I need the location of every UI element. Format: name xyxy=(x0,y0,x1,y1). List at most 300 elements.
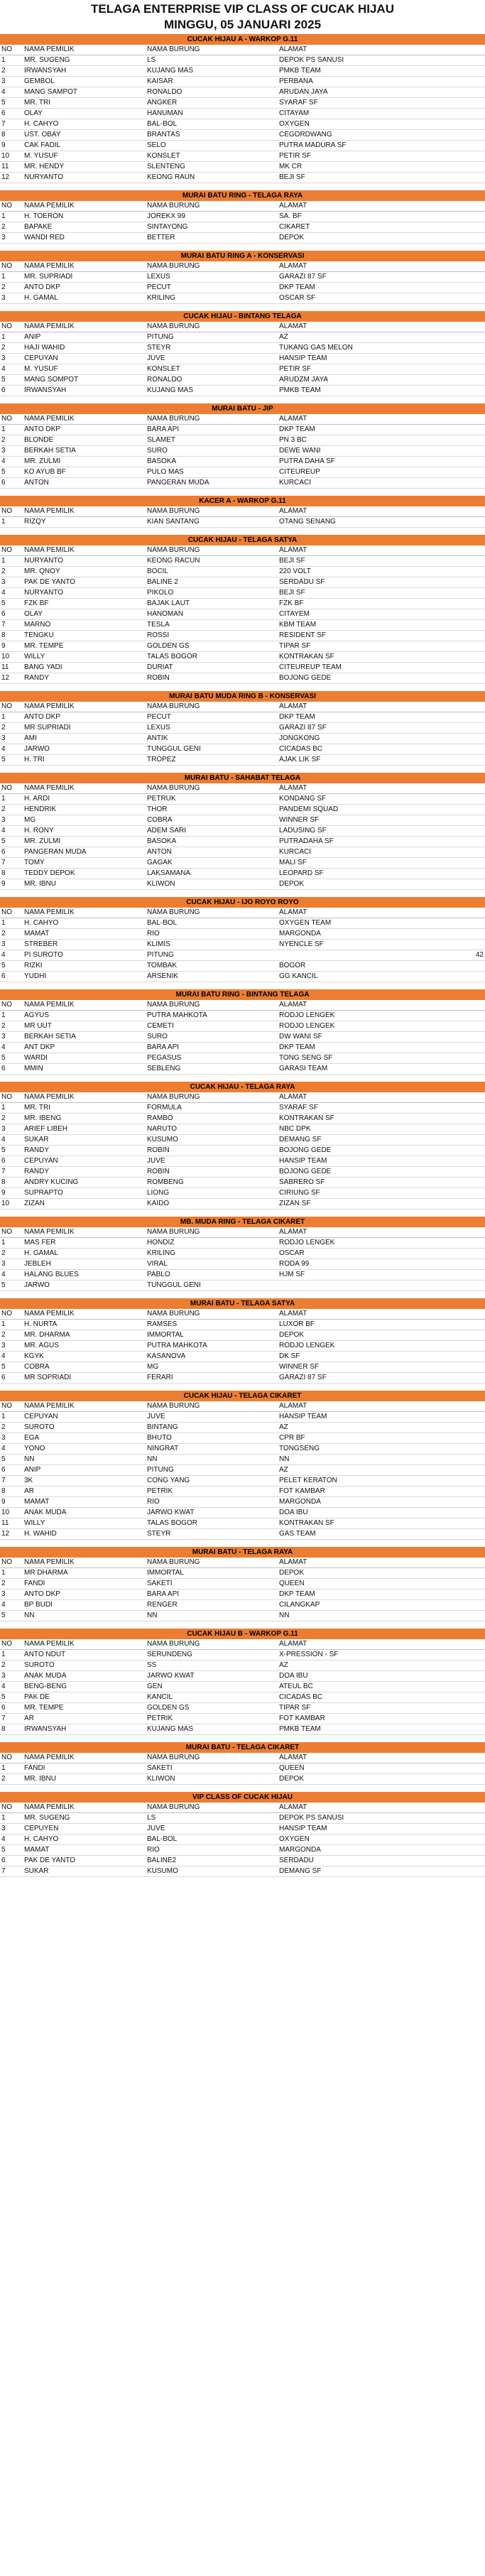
cell-no: 4 xyxy=(0,1043,23,1053)
cell-extra xyxy=(472,1103,485,1114)
cell-burung: ARSENIK xyxy=(146,972,278,982)
cell-extra xyxy=(472,478,485,489)
section xyxy=(0,1217,485,1291)
table-row xyxy=(0,1763,485,1774)
table-row xyxy=(0,1249,485,1259)
section-table xyxy=(0,1803,485,1877)
cell-burung: ADEM SARI xyxy=(146,826,278,837)
cell-no: 10 xyxy=(0,652,23,663)
cell-no: 3 xyxy=(0,1259,23,1270)
section xyxy=(0,1391,485,1540)
header-extra xyxy=(472,1227,485,1238)
header-pemilik: NAMA PEMILIK xyxy=(23,783,146,794)
cell-no: 3 xyxy=(0,354,23,364)
cell-extra xyxy=(472,641,485,652)
section-title: CUCAK HIJAU A - WARKOP G.11 xyxy=(0,34,485,45)
header-pemilik: NAMA PEMILIK xyxy=(23,1803,146,1813)
cell-pemilik: CEPUYAN xyxy=(23,1412,146,1423)
table-row xyxy=(0,1682,485,1692)
cell-alamat: BOJONG GEDE xyxy=(278,1167,472,1178)
cell-alamat: TIPAR SF xyxy=(278,1703,472,1714)
cell-pemilik: M. YUSUF xyxy=(23,151,146,162)
cell-extra xyxy=(472,1866,485,1877)
cell-alamat: BEJI SF xyxy=(278,173,472,183)
cell-pemilik: ANTO DKP xyxy=(23,283,146,293)
cell-pemilik: WARDI xyxy=(23,1053,146,1064)
header-pemilik: NAMA PEMILIK xyxy=(23,908,146,918)
cell-burung: LS xyxy=(146,1813,278,1824)
cell-burung: RONALDO xyxy=(146,375,278,386)
table-row xyxy=(0,1281,485,1291)
cell-no: 7 xyxy=(0,1714,23,1724)
cell-extra xyxy=(472,1487,485,1497)
cell-burung: BARA API xyxy=(146,1043,278,1053)
cell-burung: KASANOVA xyxy=(146,1352,278,1362)
cell-extra xyxy=(472,1845,485,1856)
cell-no: 3 xyxy=(0,293,23,304)
cell-alamat: DEMANG SF xyxy=(278,1866,472,1877)
cell-pemilik: ANTO DKP xyxy=(23,1589,146,1600)
header-burung: NAMA BURUNG xyxy=(146,1639,278,1650)
cell-no: 4 xyxy=(0,588,23,599)
cell-no: 2 xyxy=(0,343,23,354)
cell-burung: KLIWON xyxy=(146,879,278,890)
cell-pemilik: MR. TEMPE xyxy=(23,1703,146,1714)
cell-pemilik: BAPAKE xyxy=(23,222,146,233)
cell-pemilik: MR. TEMPE xyxy=(23,641,146,652)
cell-burung: RAMSES xyxy=(146,1320,278,1330)
cell-no: 6 xyxy=(0,972,23,982)
cell-burung: PETRIK xyxy=(146,1714,278,1724)
cell-alamat: RESIDENT SF xyxy=(278,631,472,641)
section-title: CUCAK HIJAU - IJO ROYO ROYO xyxy=(0,897,485,908)
cell-burung: GOLDEN GS xyxy=(146,641,278,652)
header-burung: NAMA BURUNG xyxy=(146,414,278,425)
table-row xyxy=(0,1238,485,1249)
table-row xyxy=(0,77,485,87)
cell-burung: KUSUMO xyxy=(146,1135,278,1146)
cell-extra xyxy=(472,794,485,805)
header-extra xyxy=(472,261,485,272)
cell-extra xyxy=(472,1703,485,1714)
cell-burung: BALINE 2 xyxy=(146,577,278,588)
cell-extra xyxy=(472,1156,485,1167)
table-header-row xyxy=(0,908,485,918)
cell-alamat: OSCAR SF xyxy=(278,293,472,304)
cell-burung: FORMULA xyxy=(146,1103,278,1114)
header-burung: NAMA BURUNG xyxy=(146,1000,278,1011)
cell-alamat: DEMANG SF xyxy=(278,1135,472,1146)
cell-no: 4 xyxy=(0,826,23,837)
cell-pemilik: HENDRIK xyxy=(23,805,146,815)
cell-extra xyxy=(472,1352,485,1362)
table-row xyxy=(0,1259,485,1270)
header-alamat: ALAMAT xyxy=(278,1639,472,1650)
table-row xyxy=(0,446,485,457)
table-row xyxy=(0,1330,485,1341)
cell-burung: PECUT xyxy=(146,283,278,293)
header-burung: NAMA BURUNG xyxy=(146,1558,278,1568)
cell-alamat: WINNER SF xyxy=(278,1362,472,1373)
cell-burung: PANGERAN MUDA xyxy=(146,478,278,489)
header-pemilik: NAMA PEMILIK xyxy=(23,506,146,517)
cell-extra xyxy=(472,1114,485,1124)
header-pemilik: NAMA PEMILIK xyxy=(23,545,146,556)
cell-pemilik: H. RONY xyxy=(23,826,146,837)
cell-burung: TUNGGUL GENI xyxy=(146,744,278,755)
cell-extra xyxy=(472,1011,485,1021)
table-row xyxy=(0,1714,485,1724)
cell-pemilik: H. GAMAL xyxy=(23,1249,146,1259)
table-row xyxy=(0,1866,485,1877)
cell-burung: LEXUS xyxy=(146,272,278,283)
cell-extra xyxy=(472,1281,485,1291)
cell-pemilik: IRWANSYAH xyxy=(23,66,146,77)
cell-pemilik: H. NURTA xyxy=(23,1320,146,1330)
cell-pemilik: MAMAT xyxy=(23,929,146,940)
cell-alamat: CICADAS BC xyxy=(278,1692,472,1703)
header-no: NO xyxy=(0,45,23,55)
cell-burung: SAKETI xyxy=(146,1579,278,1589)
cell-burung: SURO xyxy=(146,1032,278,1043)
cell-extra xyxy=(472,343,485,354)
cell-burung: TALAS BOGOR xyxy=(146,1518,278,1529)
cell-burung: ROSSI xyxy=(146,631,278,641)
header-alamat: ALAMAT xyxy=(278,414,472,425)
cell-pemilik: TENGKU xyxy=(23,631,146,641)
header-burung: NAMA BURUNG xyxy=(146,1753,278,1763)
cell-pemilik: MR. DHARMA xyxy=(23,1330,146,1341)
header-no: NO xyxy=(0,702,23,712)
cell-alamat: DEPOK xyxy=(278,879,472,890)
cell-alamat: ATEUL BC xyxy=(278,1682,472,1692)
header-burung: NAMA BURUNG xyxy=(146,506,278,517)
cell-burung: LAKSAMANA xyxy=(146,869,278,879)
header-burung: NAMA BURUNG xyxy=(146,908,278,918)
cell-no: 1 xyxy=(0,1011,23,1021)
cell-alamat: CPR BF xyxy=(278,1433,472,1444)
cell-alamat: CILANGKAP xyxy=(278,1600,472,1611)
cell-no: 1 xyxy=(0,1320,23,1330)
cell-no: 6 xyxy=(0,1465,23,1476)
cell-no: 5 xyxy=(0,755,23,766)
cell-alamat: PERBANA xyxy=(278,77,472,87)
table-row xyxy=(0,212,485,222)
cell-alamat: DKP TEAM xyxy=(278,283,472,293)
table-row xyxy=(0,1487,485,1497)
table-row xyxy=(0,1032,485,1043)
cell-alamat: HANSIP TEAM xyxy=(278,1412,472,1423)
cell-no: 2 xyxy=(0,66,23,77)
cell-burung: PUTRA MAHKOTA xyxy=(146,1341,278,1352)
cell-no: 1 xyxy=(0,272,23,283)
cell-pemilik: ANAK MUDA xyxy=(23,1508,146,1518)
table-row xyxy=(0,1600,485,1611)
header-alamat: ALAMAT xyxy=(278,1227,472,1238)
cell-alamat: DOA IBU xyxy=(278,1671,472,1682)
cell-no: 6 xyxy=(0,109,23,119)
cell-alamat: 220 VOLT xyxy=(278,567,472,577)
cell-pemilik: HAJI WAHID xyxy=(23,343,146,354)
cell-extra xyxy=(472,663,485,673)
header-alamat: ALAMAT xyxy=(278,1092,472,1103)
cell-burung: ANTIK xyxy=(146,734,278,744)
cell-burung: TROPEZ xyxy=(146,755,278,766)
cell-burung: BASOKA xyxy=(146,837,278,847)
cell-pemilik: ANTO DKP xyxy=(23,425,146,435)
table-row xyxy=(0,119,485,130)
cell-no: 5 xyxy=(0,1692,23,1703)
cell-no: 2 xyxy=(0,805,23,815)
table-row xyxy=(0,826,485,837)
cell-no: 2 xyxy=(0,723,23,734)
cell-no: 3 xyxy=(0,1671,23,1682)
cell-no: 1 xyxy=(0,55,23,66)
header-no: NO xyxy=(0,414,23,425)
section xyxy=(0,773,485,890)
cell-no: 5 xyxy=(0,837,23,847)
cell-extra xyxy=(472,1064,485,1075)
cell-extra xyxy=(472,734,485,744)
cell-no: 7 xyxy=(0,119,23,130)
header-extra xyxy=(472,783,485,794)
table-row xyxy=(0,1568,485,1579)
cell-burung: KLIWON xyxy=(146,1774,278,1785)
cell-extra xyxy=(472,1362,485,1373)
section xyxy=(0,989,485,1075)
cell-extra xyxy=(472,858,485,869)
cell-extra xyxy=(472,375,485,386)
header-no: NO xyxy=(0,1558,23,1568)
cell-no: 4 xyxy=(0,950,23,961)
cell-burung: SELO xyxy=(146,141,278,151)
table-row xyxy=(0,1774,485,1785)
cell-alamat: DEPOK xyxy=(278,1330,472,1341)
section xyxy=(0,311,485,396)
cell-extra xyxy=(472,1053,485,1064)
cell-burung: KIAN SANTANG xyxy=(146,517,278,528)
section xyxy=(0,403,485,489)
header-burung: NAMA BURUNG xyxy=(146,261,278,272)
table-row xyxy=(0,734,485,744)
cell-extra xyxy=(472,847,485,858)
table-row xyxy=(0,723,485,734)
table-row xyxy=(0,556,485,567)
cell-pemilik: M. YUSUF xyxy=(23,364,146,375)
table-row xyxy=(0,151,485,162)
section xyxy=(0,1082,485,1210)
cell-no: 4 xyxy=(0,1682,23,1692)
cell-burung: BAL-BOL xyxy=(146,119,278,130)
header-extra xyxy=(472,1753,485,1763)
header-no: NO xyxy=(0,506,23,517)
cell-alamat: KONTRAKAN SF xyxy=(278,1518,472,1529)
cell-no: 6 xyxy=(0,609,23,620)
cell-extra xyxy=(472,918,485,929)
cell-no: 5 xyxy=(0,1281,23,1291)
table-row xyxy=(0,343,485,354)
cell-extra xyxy=(472,1238,485,1249)
cell-alamat: OXYGEN xyxy=(278,119,472,130)
cell-extra xyxy=(472,1188,485,1199)
cell-no: 5 xyxy=(0,599,23,609)
cell-no: 4 xyxy=(0,1600,23,1611)
table-row xyxy=(0,577,485,588)
cell-extra xyxy=(472,364,485,375)
header-burung: NAMA BURUNG xyxy=(146,45,278,55)
section xyxy=(0,496,485,528)
cell-extra xyxy=(472,272,485,283)
cell-pemilik: IRWANSYAH xyxy=(23,386,146,396)
cell-extra xyxy=(472,712,485,723)
section-title: CUCAK HIJAU - TELAGA CIKARET xyxy=(0,1391,485,1401)
table-row xyxy=(0,609,485,620)
header-no: NO xyxy=(0,1309,23,1320)
cell-pemilik: H. TRI xyxy=(23,755,146,766)
section-title: CUCAK HIJAU B - WARKOP G.11 xyxy=(0,1629,485,1639)
cell-extra xyxy=(472,652,485,663)
cell-pemilik: FANDI xyxy=(23,1763,146,1774)
cell-burung: PITUNG xyxy=(146,332,278,343)
table-row xyxy=(0,1043,485,1053)
header-extra xyxy=(472,1639,485,1650)
cell-burung: KUJANG MAS xyxy=(146,1724,278,1735)
cell-pemilik: YUDHI xyxy=(23,972,146,982)
cell-extra xyxy=(472,972,485,982)
cell-pemilik: MR. ZULMI xyxy=(23,837,146,847)
cell-no: 1 xyxy=(0,556,23,567)
cell-alamat: MARGONDA xyxy=(278,1845,472,1856)
cell-no: 1 xyxy=(0,794,23,805)
table-row xyxy=(0,620,485,631)
header-alamat: ALAMAT xyxy=(278,1803,472,1813)
table-row xyxy=(0,425,485,435)
cell-extra xyxy=(472,1714,485,1724)
cell-extra xyxy=(472,162,485,173)
cell-pemilik: MR SUPRIADI xyxy=(23,723,146,734)
table-row xyxy=(0,599,485,609)
cell-pemilik: SUPRAPTO xyxy=(23,1188,146,1199)
header-no: NO xyxy=(0,322,23,332)
cell-extra xyxy=(472,446,485,457)
header-burung: NAMA BURUNG xyxy=(146,702,278,712)
header-extra xyxy=(472,1092,485,1103)
table-row xyxy=(0,1341,485,1352)
cell-pemilik: ANTON xyxy=(23,478,146,489)
cell-extra xyxy=(472,577,485,588)
cell-extra xyxy=(472,386,485,396)
cell-alamat: AZ xyxy=(278,1423,472,1433)
cell-pemilik: PAK DE YANTO xyxy=(23,577,146,588)
cell-alamat: DKP TEAM xyxy=(278,1589,472,1600)
cell-alamat xyxy=(278,1281,472,1291)
cell-extra xyxy=(472,837,485,847)
cell-alamat: QUEEN xyxy=(278,1763,472,1774)
cell-burung: BOCIL xyxy=(146,567,278,577)
header-burung: NAMA BURUNG xyxy=(146,783,278,794)
cell-burung: KONSLET xyxy=(146,364,278,375)
cell-extra xyxy=(472,1455,485,1465)
header-burung: NAMA BURUNG xyxy=(146,1092,278,1103)
section-table xyxy=(0,201,485,244)
cell-extra xyxy=(472,457,485,467)
cell-no: 11 xyxy=(0,162,23,173)
section xyxy=(0,1298,485,1384)
cell-no: 3 xyxy=(0,446,23,457)
table-row xyxy=(0,1589,485,1600)
section-table xyxy=(0,45,485,183)
cell-extra xyxy=(472,1650,485,1661)
cell-alamat: DEPOK xyxy=(278,1568,472,1579)
cell-alamat: JONGKONG xyxy=(278,734,472,744)
cell-no: 3 xyxy=(0,815,23,826)
cell-no: 6 xyxy=(0,1703,23,1714)
cell-no: 8 xyxy=(0,631,23,641)
cell-pemilik: H. CAHYO xyxy=(23,119,146,130)
cell-extra xyxy=(472,119,485,130)
header-no: NO xyxy=(0,1227,23,1238)
cell-pemilik: AR xyxy=(23,1714,146,1724)
table-row xyxy=(0,1671,485,1682)
header-extra xyxy=(472,1803,485,1813)
cell-pemilik: CEPUYAN xyxy=(23,1156,146,1167)
cell-alamat: TUKANG GAS MELON xyxy=(278,343,472,354)
cell-extra xyxy=(472,723,485,734)
cell-alamat: BOJONG GEDE xyxy=(278,1146,472,1156)
cell-no: 6 xyxy=(0,1856,23,1866)
section-table xyxy=(0,783,485,890)
cell-pemilik: ANAK MUDA xyxy=(23,1671,146,1682)
header-pemilik: NAMA PEMILIK xyxy=(23,1000,146,1011)
cell-extra xyxy=(472,1529,485,1540)
cell-extra xyxy=(472,805,485,815)
header-extra xyxy=(472,1309,485,1320)
cell-burung: RIO xyxy=(146,929,278,940)
cell-no: 4 xyxy=(0,87,23,98)
cell-burung: ROBIN xyxy=(146,1146,278,1156)
cell-alamat: GARASI TEAM xyxy=(278,1064,472,1075)
header-burung: NAMA BURUNG xyxy=(146,1803,278,1813)
cell-extra xyxy=(472,1835,485,1845)
cell-extra xyxy=(472,212,485,222)
header-burung: NAMA BURUNG xyxy=(146,1401,278,1412)
cell-extra xyxy=(472,222,485,233)
cell-extra xyxy=(472,332,485,343)
cell-no: 5 xyxy=(0,467,23,478)
table-row xyxy=(0,805,485,815)
cell-pemilik: H. ARDI xyxy=(23,794,146,805)
table-row xyxy=(0,641,485,652)
cell-alamat: SERDADU xyxy=(278,1856,472,1866)
cell-alamat: BEJI SF xyxy=(278,556,472,567)
cell-no: 5 xyxy=(0,961,23,972)
cell-alamat: GARAZI 87 SF xyxy=(278,1373,472,1384)
cell-alamat: SYARAF SF xyxy=(278,1103,472,1114)
cell-no: 6 xyxy=(0,478,23,489)
cell-no: 2 xyxy=(0,1330,23,1341)
section xyxy=(0,190,485,244)
cell-no: 6 xyxy=(0,386,23,396)
section-table xyxy=(0,1639,485,1735)
cell-extra xyxy=(472,1146,485,1156)
header-extra xyxy=(472,201,485,212)
header-alamat: ALAMAT xyxy=(278,1000,472,1011)
cell-pemilik: CEPUYAN xyxy=(23,354,146,364)
table-row xyxy=(0,1465,485,1476)
cell-pemilik: MR UUT xyxy=(23,1021,146,1032)
table-header-row xyxy=(0,261,485,272)
section-table xyxy=(0,1092,485,1210)
